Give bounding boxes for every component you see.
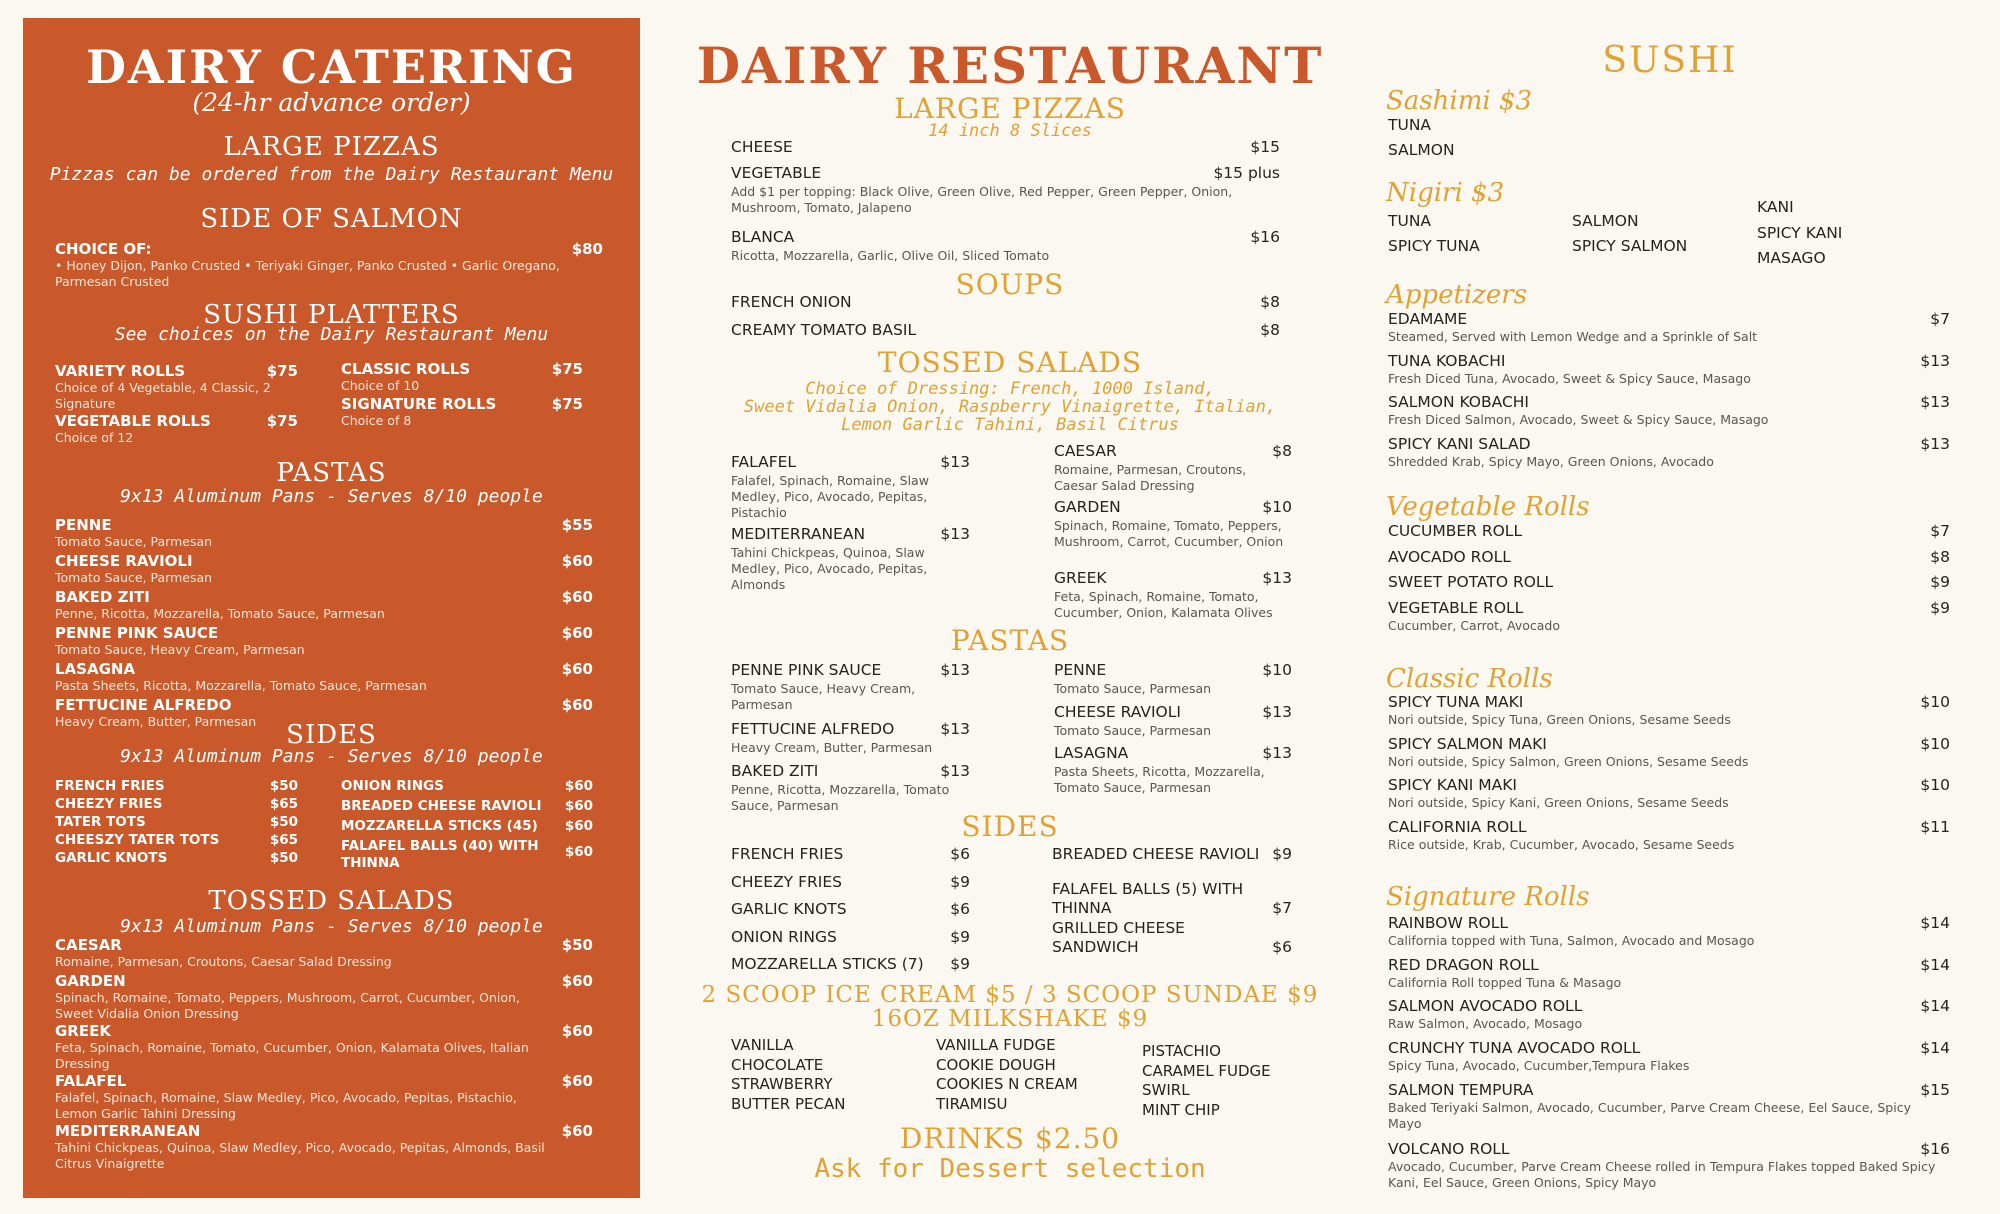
restaurant-side-price: $9 <box>950 927 970 946</box>
catering-side-price: $65 <box>269 832 298 848</box>
restaurant-sides-heading: SIDES <box>961 810 1059 843</box>
catering-subtitle: (24-hr advance order) <box>192 88 471 117</box>
nigiri-item: SPICY SALMON <box>1572 237 1688 255</box>
vegetable-roll-name: SWEET POTATO ROLL <box>1388 573 1554 591</box>
restaurant-salads-note: Sweet Vidalia Onion, Raspberry Vinaigrette, Italian, <box>743 397 1277 417</box>
restaurant-soup-name: FRENCH ONION <box>731 293 852 311</box>
icecream-flavor: PISTACHIO <box>1142 1042 1221 1060</box>
milkshake-heading: 16OZ MILKSHAKE $9 <box>871 1006 1149 1032</box>
catering-salad-desc: Spinach, Romaine, Tomato, Peppers, Mushroom, Carrot, Cucumber, Onion, Sweet Vidalia Onion Dressing <box>55 990 520 1021</box>
catering-sushi-item: VEGETABLE ROLLS <box>55 412 211 430</box>
appetizer-price: $7 <box>1930 310 1950 328</box>
restaurant-side-name: THINNA <box>1052 899 1112 917</box>
classic-roll-price: $10 <box>1920 776 1950 794</box>
icecream-flavor: VANILLA FUDGE <box>936 1036 1056 1054</box>
icecream-heading: 2 SCOOP ICE CREAM $5 / 3 SCOOP SUNDAE $9 <box>701 982 1319 1008</box>
restaurant-pasta-price: $13 <box>1262 744 1292 762</box>
catering-salad-name: GREEK <box>55 1022 111 1040</box>
restaurant-salad-price: $13 <box>940 453 970 471</box>
restaurant-salad-name: CAESAR <box>1054 442 1117 460</box>
signature-roll-name: CRUNCHY TUNA AVOCADO ROLL <box>1388 1039 1641 1057</box>
nigiri-heading: Nigiri $3 <box>1386 178 1505 208</box>
catering-pasta-price: $60 <box>561 552 593 570</box>
catering-pasta-desc: Heavy Cream, Butter, Parmesan <box>55 714 257 729</box>
catering-side-price: $60 <box>564 844 593 860</box>
catering-side-price: $60 <box>564 818 593 834</box>
catering-sushi-price: $75 <box>551 395 583 413</box>
restaurant-side-name: SANDWICH <box>1052 938 1139 956</box>
catering-pasta-name: CHEESE RAVIOLI <box>55 552 193 570</box>
catering-side-name: BREADED CHEESE RAVIOLI <box>341 798 542 814</box>
classic-rolls-heading: Classic Rolls <box>1386 664 1553 694</box>
catering-side-price: $50 <box>269 778 298 794</box>
catering-salmon-desc: • Honey Dijon, Panko Crusted • Teriyaki Ginger, Panko Crusted • Garlic Oregano, Parmesan Crusted <box>55 258 560 289</box>
nigiri-item: SPICY KANI <box>1757 224 1843 242</box>
icecream-flavor: COOKIES N CREAM <box>936 1075 1078 1093</box>
catering-side-price: $50 <box>269 814 298 830</box>
restaurant-pasta-name: PENNE <box>1054 661 1107 679</box>
appetizer-name: SALMON KOBACHI <box>1388 393 1529 411</box>
catering-sushi-price: $75 <box>266 412 298 430</box>
classic-roll-price: $10 <box>1920 693 1950 711</box>
catering-sushi-desc: Choice of 10 <box>341 378 420 393</box>
restaurant-pastas-heading: PASTAS <box>950 624 1070 657</box>
restaurant-soups-heading: SOUPS <box>955 268 1065 301</box>
restaurant-pasta-price: $10 <box>1262 661 1292 679</box>
catering-salad-price: $60 <box>561 1072 593 1090</box>
restaurant-pasta-price: $13 <box>940 661 970 679</box>
catering-side-name: CHEEZY FRIES <box>55 796 163 812</box>
catering-side-name: FRENCH FRIES <box>55 778 165 794</box>
restaurant-salad-name: GREEK <box>1054 569 1107 587</box>
restaurant-side-price: $6 <box>950 900 970 918</box>
catering-pasta-name: LASAGNA <box>55 660 136 678</box>
nigiri-item: TUNA <box>1388 212 1432 230</box>
catering-sushi-desc: Choice of 12 <box>55 430 134 445</box>
drinks-heading: DRINKS $2.50 <box>899 1122 1121 1155</box>
vegetable-roll-name: CUCUMBER ROLL <box>1388 522 1523 540</box>
signature-roll-name: RED DRAGON ROLL <box>1388 956 1539 974</box>
vegetable-roll-price: $9 <box>1930 573 1950 591</box>
appetizer-desc: Shredded Krab, Spicy Mayo, Green Onions, Avocado <box>1388 454 1714 469</box>
signature-roll-price: $14 <box>1920 956 1950 974</box>
restaurant-side-name: FRENCH FRIES <box>731 845 844 863</box>
restaurant-pasta-price: $13 <box>940 720 970 738</box>
signature-rolls-heading: Signature Rolls <box>1386 882 1590 912</box>
signature-roll-desc: Avocado, Cucumber, Parve Cream Cheese rolled in Tempura Flakes topped Baked Spicy Kani, Eel Sauce, Green Onions, Spicy Mayo <box>1388 1159 1936 1190</box>
classic-roll-name: SPICY KANI MAKI <box>1388 776 1518 794</box>
sushi-title: SUSHI <box>1602 40 1738 81</box>
signature-roll-name: SALMON AVOCADO ROLL <box>1388 997 1583 1015</box>
restaurant-salad-name: FALAFEL <box>731 453 797 471</box>
icecream-flavor: COOKIE DOUGH <box>936 1055 1056 1074</box>
catering-salmon-heading: SIDE OF SALMON <box>200 204 463 234</box>
catering-side-name: ONION RINGS <box>341 778 444 794</box>
catering-pastas-note: 9x13 Aluminum Pans - Serves 8/10 people <box>120 486 543 507</box>
restaurant-pasta-price: $13 <box>1262 703 1292 721</box>
vegetable-roll-name: VEGETABLE ROLL <box>1388 599 1524 617</box>
classic-roll-price: $11 <box>1920 818 1950 836</box>
restaurant-salad-price: $13 <box>1262 569 1292 587</box>
catering-pasta-price: $60 <box>561 624 593 642</box>
restaurant-salad-price: $13 <box>940 525 970 543</box>
catering-salad-desc: Falafel, Spinach, Romaine, Slaw Medley, Pico, Avocado, Pepitas, Pistachio, Lemon Garlic Tahini Dressing <box>55 1090 517 1121</box>
catering-salad-desc: Feta, Spinach, Romaine, Tomato, Cucumber, Onion, Kalamata Olives, Italian Dressing <box>55 1040 529 1071</box>
appetizer-name: TUNA KOBACHI <box>1388 352 1506 370</box>
catering-sushi-desc: Choice of 4 Vegetable, 4 Classic, 2 Signature <box>55 380 271 411</box>
restaurant-side-price: $9 <box>1272 845 1292 863</box>
restaurant-salads-heading: TOSSED SALADS <box>877 346 1143 379</box>
catering-pasta-name: BAKED ZITI <box>55 588 150 606</box>
restaurant-pasta-desc: Tomato Sauce, Heavy Cream, Parmesan <box>731 681 916 712</box>
restaurant-side-price: $6 <box>950 845 970 863</box>
catering-title: DAIRY CATERING <box>86 40 577 94</box>
catering-salad-name: GARDEN <box>55 972 126 990</box>
icecream-flavor: VANILLA <box>731 1036 794 1054</box>
restaurant-salad-desc: Tahini Chickpeas, Quinoa, Slaw Medley, Pico, Avocado, Pepitas, Almonds <box>731 545 928 592</box>
appetizer-desc: Fresh Diced Salmon, Avocado, Sweet & Spicy Sauce, Masago <box>1388 412 1769 427</box>
signature-roll-price: $14 <box>1920 1039 1950 1057</box>
catering-pasta-name: PENNE PINK SAUCE <box>55 624 219 642</box>
restaurant-side-price: $7 <box>1272 899 1292 917</box>
sashimi-item: SALMON <box>1388 141 1455 159</box>
catering-salads-heading: TOSSED SALADS <box>208 886 455 916</box>
icecream-flavor: TIRAMISU <box>936 1094 1008 1113</box>
signature-roll-desc: Baked Teriyaki Salmon, Avocado, Cucumber, Parve Cream Cheese, Eel Sauce, Spicy Mayo <box>1388 1100 1911 1131</box>
restaurant-soup-price: $8 <box>1260 293 1280 311</box>
catering-salad-name: CAESAR <box>55 936 122 954</box>
restaurant-side-price: $9 <box>950 955 970 973</box>
signature-roll-name: VOLCANO ROLL <box>1388 1140 1510 1158</box>
appetizer-name: EDAMAME <box>1388 310 1468 328</box>
vegetable-roll-desc: Cucumber, Carrot, Avocado <box>1388 618 1560 633</box>
nigiri-item: MASAGO <box>1757 249 1826 267</box>
catering-sushi-item: VARIETY ROLLS <box>55 362 186 380</box>
catering-salad-price: $60 <box>561 972 593 990</box>
signature-roll-desc: California Roll topped Tuna & Masago <box>1388 975 1622 990</box>
restaurant-salad-desc: Spinach, Romaine, Tomato, Peppers, Mushroom, Carrot, Cucumber, Onion <box>1054 518 1284 549</box>
signature-roll-name: RAINBOW ROLL <box>1388 914 1508 932</box>
catering-pastas-heading: PASTAS <box>276 458 387 488</box>
catering-side-name: MOZZARELLA STICKS (45) <box>341 818 538 834</box>
vegetable-roll-price: $8 <box>1930 548 1950 566</box>
catering-salmon-name: CHOICE OF: <box>55 240 152 258</box>
restaurant-pasta-desc: Pasta Sheets, Ricotta, Mozzarella, Tomato Sauce, Parmesan <box>1054 764 1265 795</box>
catering-pasta-desc: Tomato Sauce, Parmesan <box>55 570 213 585</box>
restaurant-salad-desc: Falafel, Spinach, Romaine, Slaw Medley, Pico, Avocado, Pepitas, Pistachio <box>731 473 929 520</box>
icecream-flavor: STRAWBERRY <box>731 1075 833 1093</box>
restaurant-soup-price: $8 <box>1260 321 1280 339</box>
catering-side-price: $60 <box>564 778 593 794</box>
catering-sushi-price: $75 <box>551 360 583 378</box>
signature-roll-price: $15 <box>1920 1081 1950 1099</box>
restaurant-side-name: BREADED CHEESE RAVIOLI <box>1052 845 1260 863</box>
nigiri-item: SPICY TUNA <box>1388 237 1480 255</box>
restaurant-salad-name: GARDEN <box>1054 498 1121 516</box>
restaurant-pasta-name: LASAGNA <box>1054 744 1129 762</box>
restaurant-title: DAIRY RESTAURANT <box>696 36 1324 95</box>
catering-pasta-price: $55 <box>561 516 593 534</box>
catering-pasta-desc: Pasta Sheets, Ricotta, Mozzarella, Tomato Sauce, Parmesan <box>55 678 427 693</box>
catering-salad-name: FALAFEL <box>55 1072 127 1090</box>
catering-pizzas-heading: LARGE PIZZAS <box>223 132 440 162</box>
catering-side-name: FALAFEL BALLS (40) WITH <box>341 838 539 854</box>
signature-roll-name: SALMON TEMPURA <box>1388 1081 1534 1099</box>
restaurant-salads-note: Choice of Dressing: French, 1000 Island, <box>805 379 1215 399</box>
catering-pasta-desc: Penne, Ricotta, Mozzarella, Tomato Sauce, Parmesan <box>55 606 385 621</box>
restaurant-salad-desc: Romaine, Parmesan, Croutons, Caesar Salad Dressing <box>1054 462 1247 493</box>
appetizer-price: $13 <box>1920 393 1950 411</box>
catering-pasta-desc: Tomato Sauce, Parmesan <box>55 534 213 549</box>
catering-side-price: $65 <box>269 796 298 812</box>
catering-pasta-price: $60 <box>561 660 593 678</box>
catering-sushi-desc: Choice of 8 <box>341 413 412 428</box>
catering-salad-desc: Tahini Chickpeas, Quinoa, Slaw Medley, Pico, Avocado, Pepitas, Almonds, Basil Citrus Vinaigrette <box>55 1140 545 1171</box>
classic-roll-name: CALIFORNIA ROLL <box>1388 818 1527 836</box>
restaurant-pizza-price: $15 plus <box>1213 164 1280 182</box>
restaurant-salad-price: $8 <box>1272 442 1292 460</box>
restaurant-pizza-name: CHEESE <box>731 138 793 156</box>
classic-roll-desc: Nori outside, Spicy Salmon, Green Onions, Sesame Seeds <box>1388 754 1749 769</box>
restaurant-pasta-name: PENNE PINK SAUCE <box>731 661 882 679</box>
catering-salad-price: $60 <box>561 1122 593 1140</box>
restaurant-side-name: GARLIC KNOTS <box>731 900 847 918</box>
icecream-flavor: BUTTER PECAN <box>731 1094 846 1113</box>
restaurant-pizza-name: BLANCA <box>731 228 795 246</box>
restaurant-pizzas-heading: LARGE PIZZAS <box>894 92 1126 125</box>
appetizers-heading: Appetizers <box>1386 280 1528 310</box>
classic-roll-name: SPICY TUNA MAKI <box>1388 693 1524 711</box>
restaurant-side-name: CHEEZY FRIES <box>731 872 842 891</box>
restaurant-salad-desc: Feta, Spinach, Romaine, Tomato, Cucumber, Onion, Kalamata Olives <box>1054 589 1273 620</box>
restaurant-salads-note: Lemon Garlic Tahini, Basil Citrus <box>841 415 1179 435</box>
restaurant-pizza-desc: Add $1 per topping: Black Olive, Green Olive, Red Pepper, Green Pepper, Onion, Mushroom, Tomato, Jalapeno <box>731 184 1233 215</box>
catering-sushi-item: SIGNATURE ROLLS <box>341 395 497 413</box>
catering-side-price: $60 <box>564 798 593 814</box>
nigiri-item: SALMON <box>1572 212 1639 230</box>
nigiri-item: KANI <box>1757 198 1794 216</box>
catering-sides-note: 9x13 Aluminum Pans - Serves 8/10 people <box>120 746 543 767</box>
catering-panel <box>23 18 640 1198</box>
signature-roll-desc: California topped with Tuna, Salmon, Avocado and Mosago <box>1388 933 1755 948</box>
catering-sushi-note: See choices on the Dairy Restaurant Menu <box>114 324 549 345</box>
classic-roll-desc: Rice outside, Krab, Cucumber, Avocado, Sesame Seeds <box>1388 837 1735 852</box>
catering-sushi-price: $75 <box>266 362 298 380</box>
vegetable-roll-price: $9 <box>1930 599 1950 617</box>
restaurant-pizza-price: $15 <box>1250 138 1280 156</box>
icecream-flavor: CARAMEL FUDGE <box>1142 1061 1271 1080</box>
classic-roll-price: $10 <box>1920 735 1950 753</box>
classic-roll-desc: Nori outside, Spicy Tuna, Green Onions, Sesame Seeds <box>1388 712 1731 727</box>
restaurant-side-name: MOZZARELLA STICKS (7) <box>731 955 924 973</box>
restaurant-pasta-desc: Tomato Sauce, Parmesan <box>1054 723 1212 738</box>
icecream-flavor: MINT CHIP <box>1142 1100 1220 1119</box>
restaurant-pizza-price: $16 <box>1250 228 1280 246</box>
restaurant-pasta-desc: Tomato Sauce, Parmesan <box>1054 681 1212 696</box>
appetizer-desc: Fresh Diced Tuna, Avocado, Sweet & Spicy Sauce, Masago <box>1388 371 1751 386</box>
catering-pasta-price: $60 <box>561 588 593 606</box>
signature-roll-desc: Raw Salmon, Avocado, Mosago <box>1388 1016 1583 1031</box>
catering-salads-note: 9x13 Aluminum Pans - Serves 8/10 people <box>120 916 543 937</box>
restaurant-pasta-desc: Heavy Cream, Butter, Parmesan <box>731 740 933 755</box>
classic-roll-name: SPICY SALMON MAKI <box>1388 735 1547 753</box>
signature-roll-price: $14 <box>1920 997 1950 1015</box>
catering-pasta-name: PENNE <box>55 516 112 534</box>
restaurant-side-name: GRILLED CHEESE <box>1052 919 1185 937</box>
restaurant-side-price: $6 <box>1272 938 1292 956</box>
signature-roll-price: $16 <box>1920 1140 1950 1158</box>
catering-pasta-price: $60 <box>561 696 593 714</box>
catering-side-name: THINNA <box>341 855 400 871</box>
vegetable-rolls-heading: Vegetable Rolls <box>1386 492 1590 522</box>
classic-roll-desc: Nori outside, Spicy Kani, Green Onions, Sesame Seeds <box>1388 795 1729 810</box>
restaurant-pasta-name: BAKED ZITI <box>731 762 819 780</box>
signature-roll-price: $14 <box>1920 914 1950 932</box>
restaurant-salad-price: $10 <box>1262 498 1292 516</box>
vegetable-roll-price: $7 <box>1930 522 1950 540</box>
appetizer-price: $13 <box>1920 435 1950 453</box>
restaurant-soup-name: CREAMY TOMATO BASIL <box>731 321 917 339</box>
restaurant-pasta-name: FETTUCINE ALFREDO <box>731 720 895 738</box>
restaurant-side-name: FALAFEL BALLS (5) WITH <box>1052 880 1244 898</box>
catering-pizzas-note: Pizzas can be ordered from the Dairy Restaurant Menu <box>49 164 614 185</box>
catering-side-price: $50 <box>269 850 298 866</box>
restaurant-side-price: $9 <box>950 872 970 891</box>
catering-pasta-name: FETTUCINE ALFREDO <box>55 696 232 714</box>
icecream-flavor: SWIRL <box>1142 1081 1190 1099</box>
catering-salad-price: $50 <box>561 936 593 954</box>
catering-salad-name: MEDITERRANEAN <box>55 1122 201 1140</box>
restaurant-salad-name: MEDITERRANEAN <box>731 525 866 543</box>
catering-side-name: TATER TOTS <box>55 814 146 830</box>
catering-salad-price: $60 <box>561 1022 593 1040</box>
catering-sides-heading: SIDES <box>286 720 377 750</box>
vegetable-roll-name: AVOCADO ROLL <box>1388 548 1511 566</box>
restaurant-pizza-desc: Ricotta, Mozzarella, Garlic, Olive Oil, Sliced Tomato <box>731 248 1050 263</box>
sashimi-item: TUNA <box>1388 116 1432 134</box>
sashimi-heading: Sashimi $3 <box>1386 86 1533 116</box>
signature-roll-desc: Spicy Tuna, Avocado, Cucumber,Tempura Flakes <box>1388 1058 1690 1073</box>
dessert-note: Ask for Dessert selection <box>814 1154 1206 1184</box>
appetizer-name: SPICY KANI SALAD <box>1388 435 1531 453</box>
catering-side-name: GARLIC KNOTS <box>55 850 168 866</box>
catering-salad-desc: Romaine, Parmesan, Croutons, Caesar Salad Dressing <box>55 954 392 969</box>
restaurant-side-name: ONION RINGS <box>731 927 837 946</box>
restaurant-pasta-desc: Penne, Ricotta, Mozzarella, Tomato Sauce, Parmesan <box>731 782 950 813</box>
appetizer-price: $13 <box>1920 352 1950 370</box>
catering-sushi-item: CLASSIC ROLLS <box>341 360 471 378</box>
restaurant-pizza-name: VEGETABLE <box>731 164 822 182</box>
catering-sushi-heading: SUSHI PLATTERS <box>203 300 460 330</box>
catering-salmon-price: $80 <box>571 240 603 258</box>
catering-side-name: CHEESZY TATER TOTS <box>55 832 220 848</box>
restaurant-pasta-name: CHEESE RAVIOLI <box>1054 703 1181 721</box>
restaurant-pasta-price: $13 <box>940 762 970 780</box>
appetizer-desc: Steamed, Served with Lemon Wedge and a Sprinkle of Salt <box>1388 329 1758 344</box>
icecream-flavor: CHOCOLATE <box>731 1055 824 1074</box>
restaurant-pizzas-note: 14 inch 8 Slices <box>928 121 1092 141</box>
catering-pasta-desc: Tomato Sauce, Heavy Cream, Parmesan <box>55 642 305 657</box>
